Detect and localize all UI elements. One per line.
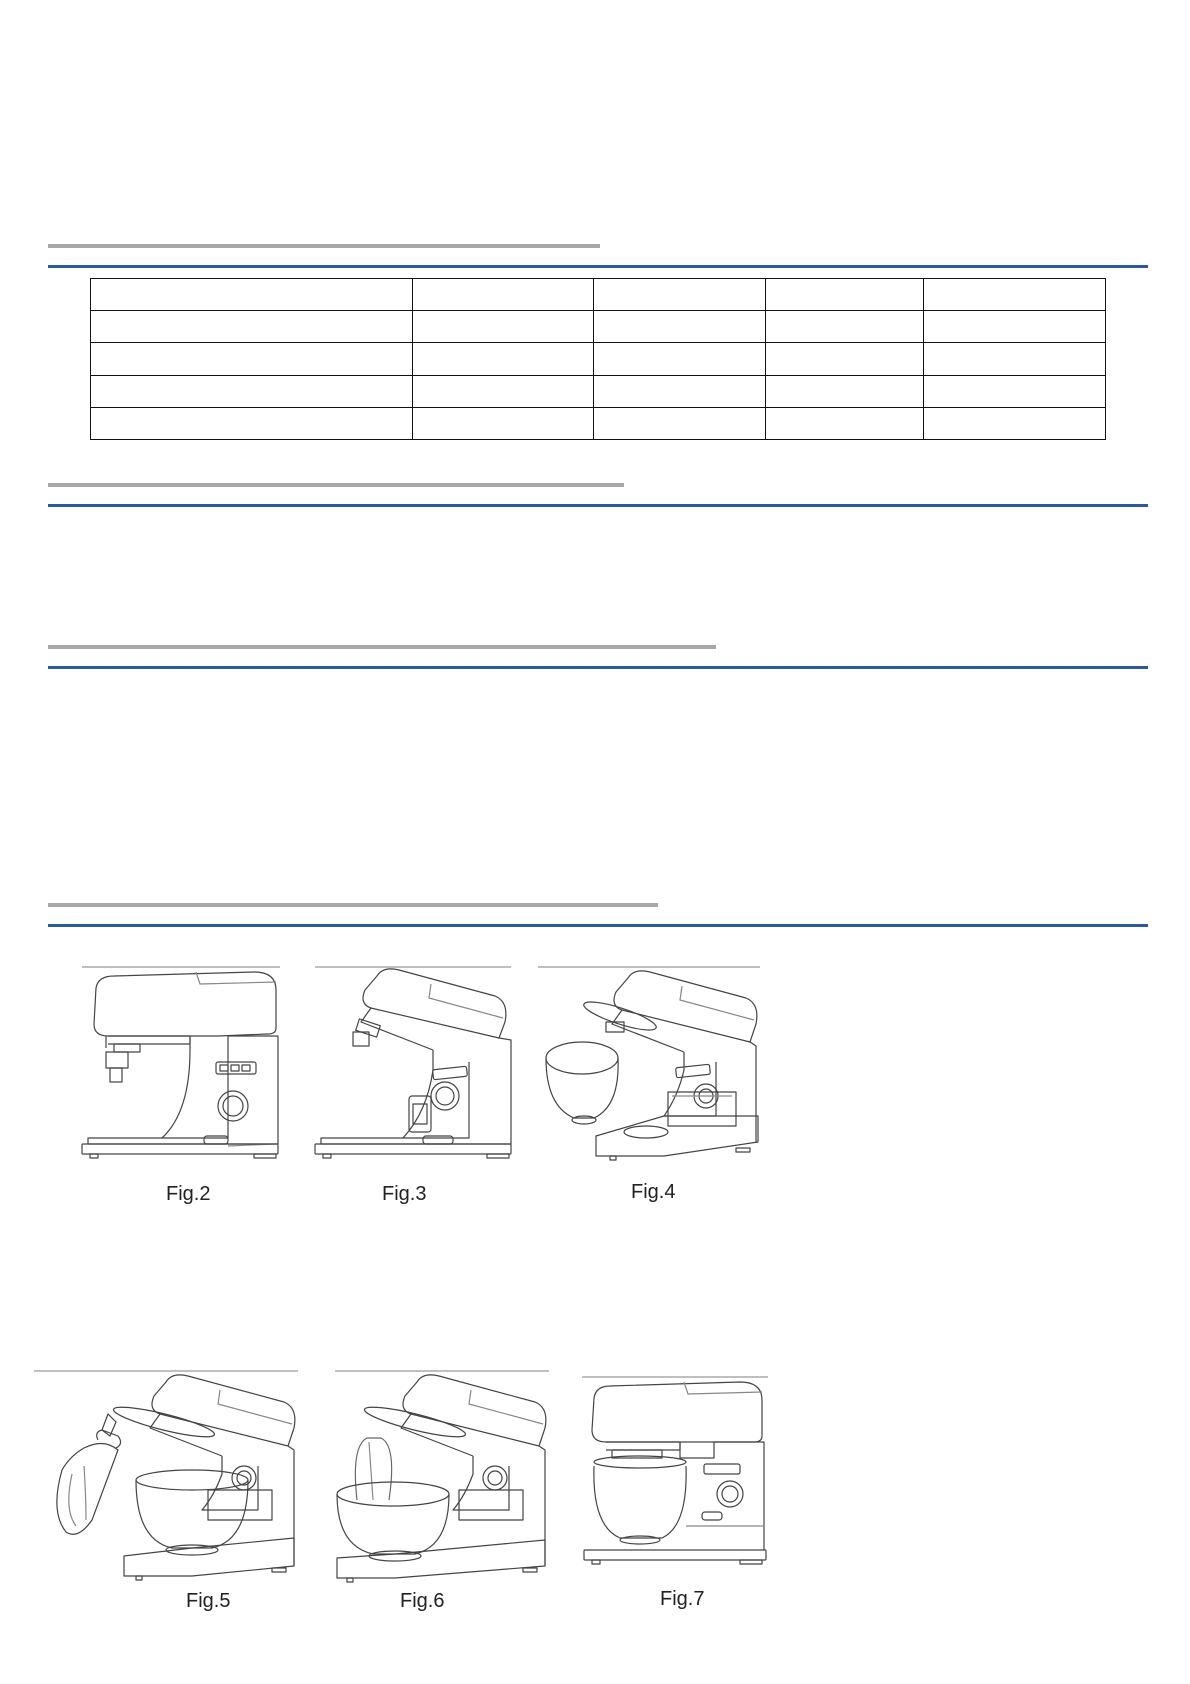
figure-caption: Fig.5 (186, 1590, 231, 1612)
section-rule-blue (48, 924, 1148, 927)
section-rule-blue (48, 504, 1148, 507)
section-rule-grey (48, 244, 600, 248)
table-row (91, 407, 1106, 439)
table-cell (594, 343, 766, 375)
figure-5 (32, 1370, 300, 1586)
table-cell (91, 343, 413, 375)
table-cell (766, 279, 924, 311)
section-rule-blue (48, 666, 1148, 669)
table-cell (91, 375, 413, 407)
table-cell (924, 279, 1106, 311)
figure-3 (313, 966, 513, 1172)
figure-caption: Fig.3 (382, 1183, 427, 1205)
table-row (91, 311, 1106, 343)
table-cell (413, 279, 594, 311)
spec-table (90, 278, 1106, 440)
mixer-bowl-removed-illustration (536, 966, 762, 1172)
table-cell (924, 407, 1106, 439)
table-cell (91, 311, 413, 343)
table-cell (413, 343, 594, 375)
figure-caption: Fig.4 (631, 1181, 676, 1203)
mixer-head-down-with-bowl-illustration (580, 1376, 770, 1582)
table-cell (594, 407, 766, 439)
table-cell (766, 407, 924, 439)
figure-6 (333, 1370, 551, 1586)
table-cell (766, 375, 924, 407)
section-rule-blue (48, 265, 1148, 268)
section-rule-grey (48, 483, 624, 487)
section-header-2 (48, 483, 1148, 509)
mixer-head-tilted-illustration (313, 966, 513, 1172)
table-cell (924, 311, 1106, 343)
mixer-head-down-illustration (78, 966, 284, 1172)
section-header-1 (48, 244, 1148, 270)
section-header-3 (48, 645, 1148, 671)
table-row (91, 343, 1106, 375)
table-cell (413, 407, 594, 439)
table-cell (766, 311, 924, 343)
mixer-whisk-beside-illustration (32, 1370, 300, 1586)
section-rule-grey (48, 645, 716, 649)
table-cell (594, 279, 766, 311)
table-row (91, 375, 1106, 407)
table-cell (594, 375, 766, 407)
figure-7 (580, 1376, 770, 1582)
table-cell (413, 375, 594, 407)
section-rule-grey (48, 903, 658, 907)
figure-caption: Fig.7 (660, 1588, 705, 1610)
table-row (91, 279, 1106, 311)
figure-caption: Fig.6 (400, 1590, 445, 1612)
table-cell (924, 375, 1106, 407)
figure-4 (536, 966, 762, 1172)
table-cell (766, 343, 924, 375)
table-cell (413, 311, 594, 343)
table-cell (924, 343, 1106, 375)
figure-caption: Fig.2 (166, 1183, 211, 1205)
figure-2 (78, 966, 284, 1172)
table-cell (91, 407, 413, 439)
mixer-whisk-attached-illustration (333, 1370, 551, 1586)
section-header-4 (48, 903, 1148, 929)
table-cell (594, 311, 766, 343)
table-cell (91, 279, 413, 311)
